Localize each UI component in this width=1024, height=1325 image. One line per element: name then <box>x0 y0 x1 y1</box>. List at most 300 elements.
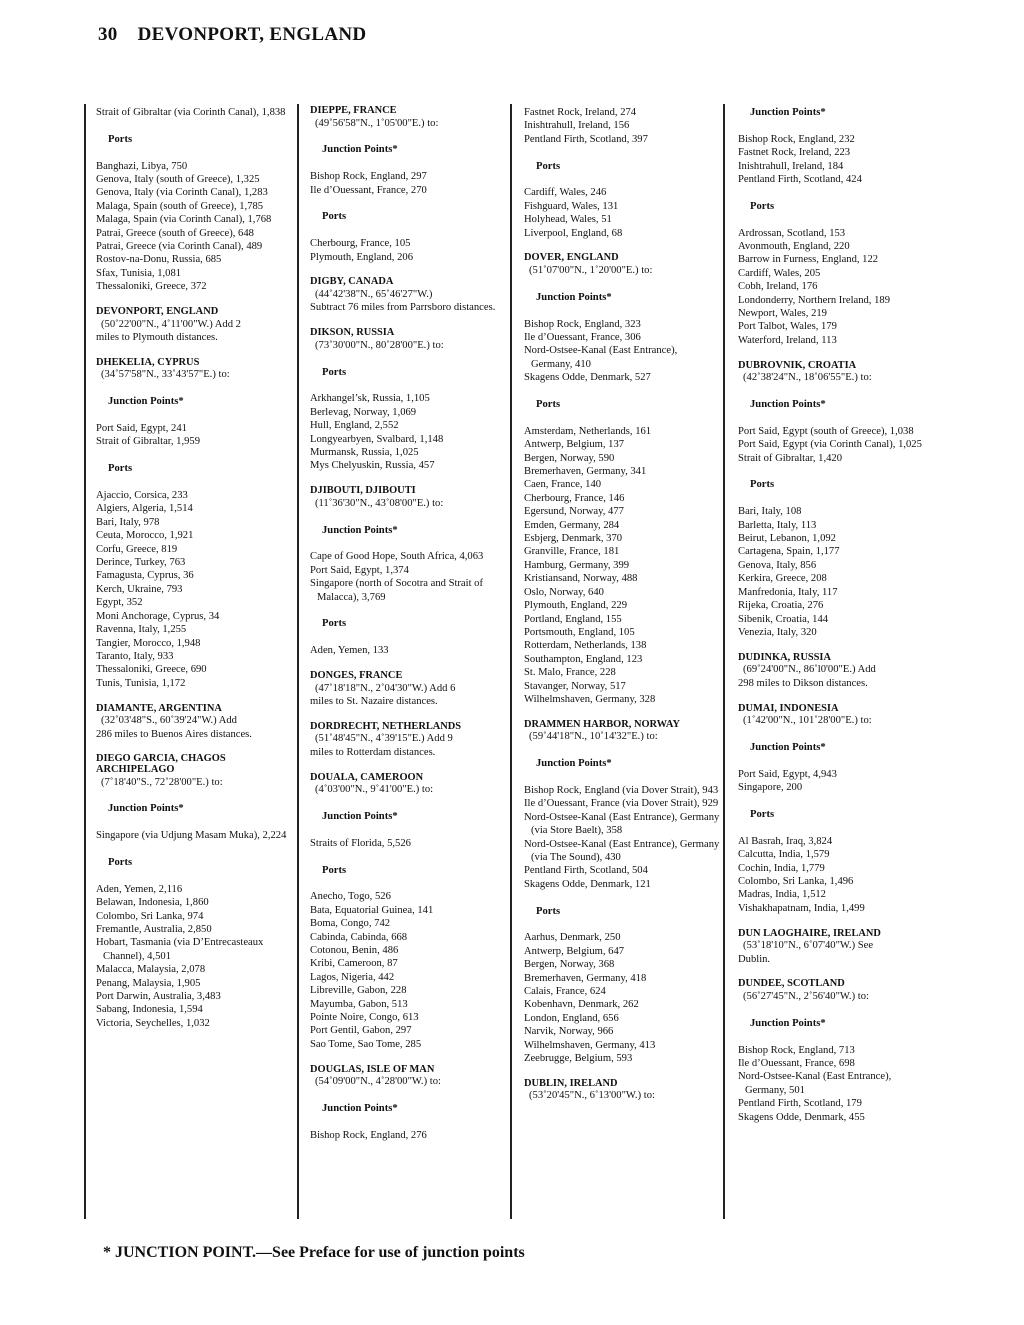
distance-entry: Sabang, Indonesia, 1,594 <box>96 1004 203 1016</box>
coordinates: (50˚22'00"N., 4˚11'00"W.) Add 2 <box>101 318 241 330</box>
spacer <box>96 344 292 357</box>
spacer <box>96 741 292 754</box>
spacer <box>524 277 720 290</box>
section-subheading: Junction Points* <box>322 1103 398 1115</box>
spacer <box>524 891 720 904</box>
distance-entry: Manfredonia, Italy, 117 <box>738 586 838 598</box>
distance-entry: Hull, England, 2,552 <box>310 420 399 432</box>
section-subheading: Ports <box>322 366 347 378</box>
distance-entry: Bergen, Norway, 590 <box>524 452 615 464</box>
distance-entry: Fishguard, Wales, 131 <box>524 200 619 212</box>
distance-note: Dublin. <box>738 953 771 965</box>
section-subheading: Ports <box>536 399 561 411</box>
distance-note: 298 miles to Dikson distances. <box>738 677 868 689</box>
distance-entry: Avonmouth, England, 220 <box>738 241 850 253</box>
distance-entry: Portland, England, 155 <box>524 613 622 625</box>
distance-entry: Al Basrah, Iraq, 3,824 <box>738 835 833 847</box>
distance-entry: Bishop Rock, England, 713 <box>738 1044 855 1056</box>
spacer <box>96 869 292 882</box>
spacer <box>738 1030 934 1043</box>
distance-entry: Zeebrugge, Belgium, 593 <box>524 1053 633 1065</box>
distance-entry: Genova, Italy (via Corinth Canal), 1,283 <box>96 187 268 199</box>
distance-entry: Aden, Yemen, 133 <box>310 645 389 657</box>
distance-entry: Bishop Rock, England, 232 <box>738 133 855 145</box>
distance-entry: Beirut, Lebanon, 1,092 <box>738 533 836 545</box>
distance-entry: Calais, France, 624 <box>524 986 606 997</box>
distance-entry: Singapore, 200 <box>738 782 803 794</box>
spacer <box>738 213 934 226</box>
distance-note: miles to Plymouth distances. <box>96 332 218 344</box>
spacer <box>524 706 720 719</box>
spacer <box>96 294 292 307</box>
distance-entry: Caen, France, 140 <box>524 479 602 491</box>
text-column-4 <box>738 106 934 1124</box>
distance-note: 286 miles to Buenos Aires distances. <box>96 728 252 740</box>
distance-entry: Kobenhavn, Denmark, 262 <box>524 999 639 1011</box>
distance-entry: Moni Anchorage, Cyprus, 34 <box>96 610 220 622</box>
distance-entry: Newport, Wales, 219 <box>738 308 827 320</box>
coordinates: (7˚18'40"S., 72˚28'00"E.) to: <box>101 776 223 788</box>
spacer <box>738 690 934 703</box>
distance-entry: Plymouth, England, 206 <box>310 251 413 263</box>
section-subheading: Junction Points* <box>750 399 826 411</box>
column-rule <box>723 104 725 1219</box>
spacer <box>96 382 292 395</box>
distance-entry: Ajaccio, Corsica, 233 <box>96 490 188 502</box>
spacer <box>96 789 292 802</box>
spacer <box>310 315 506 328</box>
distance-entry: Straits of Florida, 5,526 <box>310 837 411 849</box>
coordinates: (53˚18'10"N., 6˚07'40"W.) See <box>743 940 874 952</box>
coordinates: (47˚18'18"N., 2˚04'30"W.) Add 6 <box>315 682 456 694</box>
distance-note: Subtract 76 miles from Parrsboro distances. <box>310 302 496 314</box>
distance-entry: Colombo, Sri Lanka, 974 <box>96 910 204 922</box>
coordinates: (56˚27'45"N., 2˚56'40"W.) to: <box>743 990 869 1002</box>
port-heading: DUDINKA, RUSSIA <box>738 651 831 663</box>
distance-entry: Ardrossan, Scotland, 153 <box>738 227 846 239</box>
distance-entry: Sfax, Tunisia, 1,081 <box>96 267 182 279</box>
coordinates: (32˚03'48"S., 60˚39'24"W.) Add <box>101 715 237 727</box>
distance-entry: Stavanger, Norway, 517 <box>524 680 626 692</box>
section-subheading: Junction Points* <box>750 107 826 118</box>
spacer <box>310 1089 506 1102</box>
distance-entry: Pentland Firth, Scotland, 424 <box>738 174 862 186</box>
distance-entry: Cartagena, Spain, 1,177 <box>738 546 840 558</box>
port-heading: DIEGO GARCIA, CHAGOS ARCHIPELAGO <box>96 753 226 775</box>
distance-entry: Penang, Malaysia, 1,905 <box>96 977 201 989</box>
distance-entry: Amsterdam, Netherlands, 161 <box>524 425 652 437</box>
port-heading: DOUGLAS, ISLE OF MAN <box>310 1063 435 1075</box>
distance-entry: Singapore (north of Socotra and Strait of Malacca), 3,769 <box>310 578 483 603</box>
distance-entry: Derince, Turkey, 763 <box>96 557 186 569</box>
distance-entry: Algiers, Algeria, 1,514 <box>96 503 193 515</box>
distance-entry: Rotterdam, Netherlands, 138 <box>524 640 647 652</box>
distance-entry: Cherbourg, France, 146 <box>524 492 625 504</box>
spacer <box>310 352 506 365</box>
port-heading: DRAMMEN HARBOR, NORWAY <box>524 718 680 730</box>
column-rule <box>297 104 299 1219</box>
port-heading: DUN LAOGHAIRE, IRELAND <box>738 927 881 939</box>
coordinates: (51˚07'00"N., 1˚20'00"E.) to: <box>529 265 653 277</box>
spacer <box>524 385 720 398</box>
spacer <box>738 639 934 652</box>
section-subheading: Ports <box>536 160 561 172</box>
distance-entry: Thessaloniki, Greece, 372 <box>96 281 207 293</box>
distance-entry: Bari, Italy, 108 <box>738 506 802 518</box>
distance-entry: Ile d’Ouessant, France, 270 <box>310 184 427 196</box>
distance-entry: Bishop Rock, England, 276 <box>310 1129 427 1141</box>
distance-entry: Ile d’Ouessant, France (via Dover Strait), 929 <box>524 798 719 810</box>
distance-entry: Ravenna, Italy, 1,255 <box>96 624 187 636</box>
spacer <box>738 119 934 132</box>
distance-entry: Cape of Good Hope, South Africa, 4,063 <box>310 551 484 563</box>
coordinates: (73˚30'00"N., 80˚28'00"E.) to: <box>315 339 444 351</box>
distance-entry: Victoria, Seychelles, 1,032 <box>96 1017 210 1029</box>
distance-entry: Fastnet Rock, Ireland, 274 <box>524 107 637 118</box>
distance-entry: Bari, Italy, 978 <box>96 516 160 528</box>
distance-entry: Inishtrahull, Ireland, 156 <box>524 120 630 132</box>
distance-entry: Egypt, 352 <box>96 597 143 609</box>
spacer <box>738 795 934 808</box>
section-subheading: Junction Points* <box>750 1017 826 1029</box>
distance-entry: Emden, Germany, 284 <box>524 519 620 531</box>
distance-entry: Longyearbyen, Svalbard, 1,148 <box>310 433 444 445</box>
distance-entry: Port Said, Egypt, 241 <box>96 423 187 435</box>
distance-entry: Cardiff, Wales, 246 <box>524 187 607 199</box>
distance-entry: Ile d’Ouessant, France, 306 <box>524 332 641 344</box>
section-subheading: Ports <box>536 905 561 917</box>
distance-entry: Bata, Equatorial Guinea, 141 <box>310 904 434 916</box>
spacer <box>310 877 506 890</box>
distance-entry: Waterford, Ireland, 113 <box>738 334 837 346</box>
distance-entry: Barletta, Italy, 113 <box>738 519 817 531</box>
spacer <box>738 915 934 928</box>
distance-entry: Kristiansand, Norway, 488 <box>524 573 638 585</box>
distance-entry: Skagens Odde, Denmark, 455 <box>738 1111 865 1123</box>
distance-note: miles to Rotterdam distances. <box>310 746 436 758</box>
distance-entry: Cardiff, Wales, 205 <box>738 267 821 279</box>
spacer <box>96 119 292 132</box>
distance-entry: Sao Tome, Sao Tome, 285 <box>310 1038 422 1050</box>
port-heading: DORDRECHT, NETHERLANDS <box>310 720 462 732</box>
port-heading: DUBROVNIK, CROATIA <box>738 359 857 371</box>
distance-entry: Tunis, Tunisia, 1,172 <box>96 677 186 689</box>
page-number: 30 <box>98 24 118 45</box>
distance-entry: Barrow in Furness, England, 122 <box>738 254 879 266</box>
distance-entry: Mys Chelyuskin, Russia, 457 <box>310 460 435 472</box>
section-subheading: Ports <box>108 133 133 145</box>
coordinates: (49˚56'58"N., 1˚05'00"E.) to: <box>315 117 439 129</box>
distance-entry: Famagusta, Cyprus, 36 <box>96 570 194 582</box>
coordinates: (4˚03'00"N., 9˚41'00"E.) to: <box>315 784 434 796</box>
distance-entry: Londonderry, Northern Ireland, 189 <box>738 294 890 306</box>
coordinates: (59˚44'18"N., 10˚14'32"E.) to: <box>529 731 658 743</box>
spacer <box>310 224 506 237</box>
page-header <box>98 24 366 46</box>
distance-entry: Nord-Ostsee-Kanal (East Entrance), Germany (via The Sound), 430 <box>524 838 720 863</box>
distance-entry: Port Darwin, Australia, 3,483 <box>96 990 221 1002</box>
distance-entry: Banghazi, Libya, 750 <box>96 160 188 172</box>
distance-entry: Genova, Italy, 856 <box>738 559 817 571</box>
port-heading: DIAMANTE, ARGENTINA <box>96 702 222 714</box>
port-heading: DJIBOUTI, DJIBOUTI <box>310 485 416 497</box>
distance-entry: Arkhangel’sk, Russia, 1,105 <box>310 393 430 405</box>
distance-entry: Liverpool, England, 68 <box>524 227 623 239</box>
distance-entry: Patrai, Greece (south of Greece), 648 <box>96 227 254 239</box>
port-heading: DUNDEE, SCOTLAND <box>738 978 845 990</box>
distance-entry: Esbjerg, Denmark, 370 <box>524 533 623 545</box>
port-heading: DIEPPE, FRANCE <box>310 105 397 116</box>
distance-entry: London, England, 656 <box>524 1012 619 1024</box>
distance-entry: Malacca, Malaysia, 2,078 <box>96 964 206 976</box>
coordinates: (44˚42'38"N., 65˚46'27"W.) <box>315 288 433 300</box>
spacer <box>310 379 506 392</box>
distance-entry: Pentland Firth, Scotland, 397 <box>524 133 648 145</box>
port-heading: DEVONPORT, ENGLAND <box>96 306 219 318</box>
spacer <box>524 1065 720 1078</box>
spacer <box>96 409 292 422</box>
spacer <box>524 918 720 931</box>
distance-entry: Oslo, Norway, 640 <box>524 586 604 598</box>
port-heading: DHEKELIA, CYPRUS <box>96 356 200 368</box>
spacer <box>738 186 934 199</box>
spacer <box>310 708 506 721</box>
distance-entry: Strait of Gibraltar, 1,420 <box>738 452 843 464</box>
spacer <box>310 264 506 277</box>
distance-entry: Kribi, Cameroon, 87 <box>310 958 398 970</box>
section-subheading: Ports <box>322 211 347 223</box>
distance-entry: Portsmouth, England, 105 <box>524 626 635 638</box>
spacer <box>310 197 506 210</box>
distance-entry: Fastnet Rock, Ireland, 223 <box>738 147 851 159</box>
spacer <box>524 411 720 424</box>
spacer <box>738 754 934 767</box>
distance-entry: Calcutta, India, 1,579 <box>738 849 830 861</box>
distance-entry: Patrai, Greece (via Corinth Canal), 489 <box>96 241 263 253</box>
distance-entry: Vishakhapatnam, India, 1,499 <box>738 902 865 914</box>
distance-entry: Singapore (via Udjung Masam Muka), 2,224 <box>96 830 287 842</box>
spacer <box>310 473 506 486</box>
port-heading: DIGBY, CANADA <box>310 276 394 288</box>
distance-entry: Colombo, Sri Lanka, 1,496 <box>738 875 854 887</box>
spacer <box>310 658 506 671</box>
port-heading: DIKSON, RUSSIA <box>310 327 395 339</box>
distance-entry: Berlevag, Norway, 1,069 <box>310 406 417 418</box>
distance-entry: Cochin, India, 1,779 <box>738 862 825 874</box>
distance-entry: Hobart, Tasmania (via D’Entrecasteaux Channel), 4,501 <box>96 937 264 962</box>
distance-entry: Kerch, Ukraine, 793 <box>96 583 183 595</box>
spacer <box>524 771 720 784</box>
spacer <box>524 240 720 253</box>
distance-entry: Wilhelmshaven, Germany, 328 <box>524 693 656 705</box>
spacer <box>310 759 506 772</box>
coordinates: (42˚38'24"N., 18˚06'55"E.) to: <box>743 372 872 384</box>
port-heading: DUBLIN, IRELAND <box>524 1077 618 1089</box>
spacer <box>310 130 506 143</box>
distance-entry: Bremerhaven, Germany, 341 <box>524 466 647 478</box>
distance-entry: Anecho, Togo, 526 <box>310 891 391 903</box>
text-column-1 <box>96 106 292 1030</box>
spacer <box>310 631 506 644</box>
port-heading: DOVER, ENGLAND <box>524 252 619 264</box>
spacer <box>738 821 934 834</box>
distance-entry: Cabinda, Cabinda, 668 <box>310 931 408 943</box>
distance-entry: Kerkira, Greece, 208 <box>738 573 827 585</box>
page-title: DEVONPORT, ENGLAND <box>137 24 367 45</box>
distance-entry: Granville, France, 181 <box>524 546 620 558</box>
distance-entry: Aarhus, Denmark, 250 <box>524 932 621 944</box>
coordinates: (1˚42'00"N., 101˚28'00"E.) to: <box>743 715 872 727</box>
distance-entry: Cobh, Ireland, 176 <box>738 281 818 293</box>
distance-entry: Lagos, Nigeria, 442 <box>310 971 395 983</box>
spacer <box>310 157 506 170</box>
coordinates: (53˚20'45"N., 6˚13'00"W.) to: <box>529 1090 655 1102</box>
distance-entry: Rostov-na-Donu, Russia, 685 <box>96 254 222 266</box>
section-subheading: Junction Points* <box>750 741 826 753</box>
spacer <box>310 537 506 550</box>
distance-entry: Nord-Ostsee-Kanal (East Entrance), Germany, 501 <box>738 1071 892 1096</box>
coordinates: (34˚57'58"N., 33˚43'57"E.) to: <box>101 369 230 381</box>
spacer <box>738 492 934 505</box>
section-subheading: Junction Points* <box>322 524 398 536</box>
spacer <box>310 510 506 523</box>
text-column-3 <box>524 106 720 1103</box>
distance-entry: Inishtrahull, Ireland, 184 <box>738 160 844 172</box>
column-rule <box>510 104 512 1219</box>
distance-entry: Venezia, Italy, 320 <box>738 626 817 638</box>
distance-entry: Port Said, Egypt (south of Greece), 1,038 <box>738 425 914 437</box>
distance-entry: Skagens Odde, Denmark, 527 <box>524 372 651 384</box>
section-subheading: Ports <box>322 864 347 876</box>
distance-entry: Wilhelmshaven, Germany, 413 <box>524 1039 656 1051</box>
distance-entry: Antwerp, Belgium, 647 <box>524 945 625 957</box>
distance-entry: Bishop Rock, England (via Dover Strait), 943 <box>524 784 719 796</box>
distance-entry: Bremerhaven, Germany, 418 <box>524 972 647 984</box>
spacer <box>96 690 292 703</box>
spacer <box>96 146 292 159</box>
distance-entry: Madras, India, 1,512 <box>738 889 826 901</box>
coordinates: (69˚24'00"N., 86˚l0'00"E.) Add <box>743 664 876 676</box>
distance-entry: Thessaloniki, Greece, 690 <box>96 664 207 676</box>
section-subheading: Ports <box>750 200 775 212</box>
coordinates: (54˚09'00"N., 4˚28'00"W.) to: <box>315 1076 441 1088</box>
section-subheading: Ports <box>750 808 775 820</box>
section-subheading: Junction Points* <box>322 810 398 822</box>
spacer <box>738 385 934 398</box>
distance-entry: Cotonou, Benin, 486 <box>310 945 399 956</box>
distance-entry: Nord-Ostsee-Kanal (East Entrance), Germany, 410 <box>524 345 678 370</box>
distance-entry: Port Said, Egypt, 4,943 <box>738 768 837 780</box>
section-subheading: Junction Points* <box>322 144 398 156</box>
distance-entry: Plymouth, England, 229 <box>524 600 627 612</box>
distance-entry: Ceuta, Morocco, 1,921 <box>96 530 194 542</box>
distance-entry: Libreville, Gabon, 228 <box>310 985 407 997</box>
text-column-2 <box>310 106 506 1142</box>
spacer <box>524 304 720 317</box>
spacer <box>310 1115 506 1128</box>
distance-entry: Genova, Italy (south of Greece), 1,325 <box>96 174 260 185</box>
distance-entry: Bishop Rock, England, 297 <box>310 171 427 183</box>
distance-entry: Egersund, Norway, 477 <box>524 506 624 518</box>
distance-note: miles to St. Nazaire distances. <box>310 696 438 707</box>
spacer <box>96 843 292 856</box>
spacer <box>738 1003 934 1016</box>
distance-entry: Pentland Firth, Scotland, 504 <box>524 865 648 877</box>
section-subheading: Junction Points* <box>108 396 184 408</box>
distance-entry: Fremantle, Australia, 2,850 <box>96 923 212 935</box>
spacer <box>738 966 934 979</box>
distance-entry: Antwerp, Belgium, 137 <box>524 439 625 451</box>
distance-entry: Boma, Congo, 742 <box>310 918 391 930</box>
footnote: * JUNCTION POINT.—See Preface for use of junction points <box>103 1244 525 1261</box>
spacer <box>524 146 720 159</box>
distance-entry: Port Said, Egypt (via Corinth Canal), 1,025 <box>738 439 922 451</box>
distance-entry: Narvik, Norway, 966 <box>524 1026 614 1038</box>
spacer <box>738 465 934 478</box>
distance-entry: Malaga, Spain (via Corinth Canal), 1,768 <box>96 214 272 226</box>
spacer <box>96 816 292 829</box>
distance-entry: Cherbourg, France, 105 <box>310 238 411 250</box>
spacer <box>310 823 506 836</box>
spacer <box>310 1051 506 1064</box>
distance-entry: Hamburg, Germany, 399 <box>524 559 630 571</box>
spacer <box>524 744 720 757</box>
port-heading: DOUALA, CAMEROON <box>310 771 424 783</box>
coordinates: (51˚48'45"N., 4˚39'15"E.) Add 9 <box>315 733 453 745</box>
spacer <box>96 449 292 462</box>
distance-entry: Southampton, England, 123 <box>524 653 643 665</box>
distance-entry: Murmansk, Russia, 1,025 <box>310 447 419 458</box>
column-rule <box>84 104 86 1219</box>
port-heading: DUMAI, INDONESIA <box>738 702 839 714</box>
section-subheading: Ports <box>108 856 133 868</box>
distance-entry: Corfu, Greece, 819 <box>96 543 178 555</box>
distance-entry: Port Said, Egypt, 1,374 <box>310 564 409 576</box>
distance-entry: Bergen, Norway, 368 <box>524 959 615 971</box>
distance-entry: Pentland Firth, Scotland, 179 <box>738 1098 862 1110</box>
distance-entry: Strait of Gibraltar, 1,959 <box>96 436 201 448</box>
distance-entry: Ile d’Ouessant, France, 698 <box>738 1057 855 1069</box>
distance-entry: Malaga, Spain (south of Greece), 1,785 <box>96 200 264 212</box>
spacer <box>738 411 934 424</box>
spacer <box>738 347 934 360</box>
section-subheading: Ports <box>322 618 347 630</box>
distance-entry: Taranto, Italy, 933 <box>96 650 174 662</box>
distance-entry: Port Talbot, Wales, 179 <box>738 321 837 333</box>
distance-entry: Sibenik, Croatia, 144 <box>738 613 829 625</box>
distance-entry: St. Malo, France, 228 <box>524 667 616 679</box>
section-subheading: Junction Points* <box>536 758 612 770</box>
distance-entry: Pointe Noire, Congo, 613 <box>310 1012 419 1024</box>
distance-entry: Strait of Gibraltar (via Corinth Canal), 1,838 <box>96 107 286 118</box>
spacer <box>96 476 292 489</box>
distance-entry: Tangier, Morocco, 1,948 <box>96 637 201 649</box>
distance-entry: Bishop Rock, England, 323 <box>524 318 641 330</box>
coordinates: (11˚36'30"N., 43˚08'00"E.) to: <box>315 497 444 509</box>
section-subheading: Junction Points* <box>536 291 612 303</box>
distance-entry: Nord-Ostsee-Kanal (East Entrance), Germany (via Store Baelt), 358 <box>524 811 720 837</box>
port-heading: DONGES, FRANCE <box>310 670 403 681</box>
spacer <box>310 850 506 863</box>
distance-entry: Mayumba, Gabon, 513 <box>310 998 408 1010</box>
section-subheading: Junction Points* <box>108 803 184 815</box>
section-subheading: Ports <box>750 479 775 491</box>
distance-entry: Aden, Yemen, 2,116 <box>96 883 183 895</box>
spacer <box>738 728 934 741</box>
distance-entry: Skagens Odde, Denmark, 121 <box>524 878 651 890</box>
spacer <box>310 797 506 810</box>
distance-entry: Belawan, Indonesia, 1,860 <box>96 897 209 909</box>
